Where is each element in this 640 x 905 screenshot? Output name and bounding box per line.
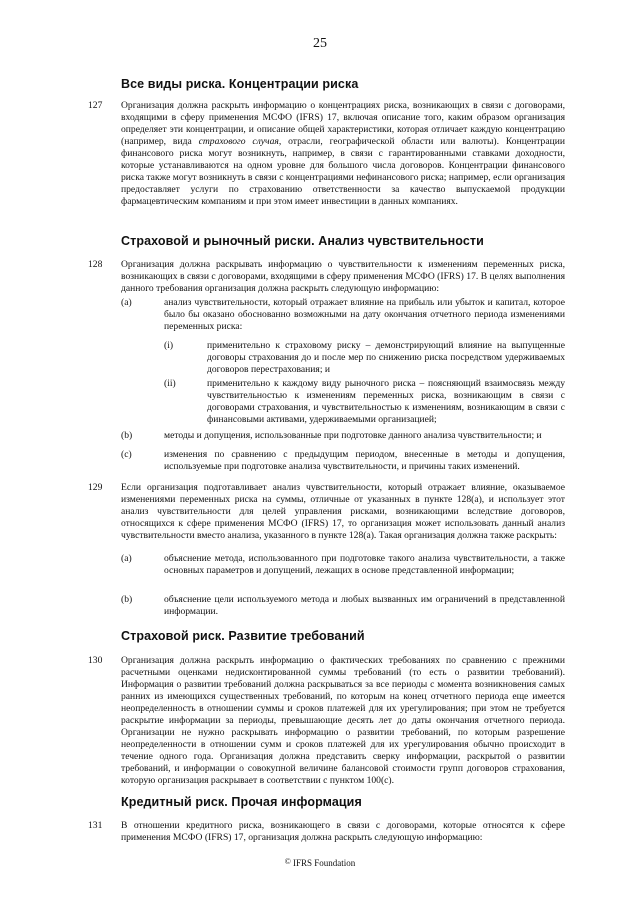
section-heading: Страховой и рыночный риски. Анализ чувствительности xyxy=(121,234,484,248)
list-item-label: (c) xyxy=(121,449,132,460)
section-heading: Кредитный риск. Прочая информация xyxy=(121,795,362,809)
paragraph-text-part: Организация должна раскрыть информацию о концентрациях риска, возникающих в связи с договорами, входящими в сферу применения МСФО (IFRS) 17, включая описание того, каким образом организация определяет эти концентрации, и описание общей характеристики, которая отличает каждую концентрацию (например, вида xyxy=(121,100,565,147)
section-heading: Страховой риск. Развитие требований xyxy=(121,629,365,643)
copyright-symbol: © xyxy=(284,857,291,866)
italic-term: страхового случая xyxy=(198,136,279,147)
list-item-label: (b) xyxy=(121,430,133,441)
paragraph-text: Если организация подготавливает анализ чувствительности, который отражает влияние, оказываемое изменениями переменных риска на суммы, отличные от указанных в пункте 128(a), и использует этот анализ чувствительности для целей управления рисками, возникающими вследствие договоров, относящихся к сфере применения МСФО (IFRS) 17, то организация может использовать данный анализ чувствительности вместо анализа, указанного в пункте 128(a). Такая организация должна также раскрыть: xyxy=(121,482,565,541)
paragraph-number: 130 xyxy=(88,655,103,666)
paragraph-number: 131 xyxy=(88,820,103,831)
list-item-label: (b) xyxy=(121,594,133,605)
paragraph-text-part: , отрасли, географической области или валюты). Концентрации финансового риска могут возникнуть, например, в связи с гарантированными ставками доходности, которые устанавливаются на одном уровне для большого числа договоров. Концентрации финансового риска также могут возникнуть в связи с концентрациями нефинансового риска; например, если организация предоставляет услуги по страхованию ответственности за качество выпускаемой продукции фармацевтическим компаниям и при этом имеет инвестиции в данных компаниях. xyxy=(121,136,566,207)
paragraph-number: 128 xyxy=(88,259,103,270)
footer xyxy=(0,857,640,868)
list-item-text: изменения по сравнению с предыдущим периодом, внесенные в методы и допущения, используемые при подготовке анализа чувствительности, и причины таких изменений. xyxy=(164,449,565,472)
page-number: 25 xyxy=(313,36,327,51)
paragraph-text: В отношении кредитного риска, возникающего в связи с договорами, которые относятся к сфере применения МСФО (IFRS) 17, организация должна раскрыть следующую информацию: xyxy=(121,820,565,843)
sub-list-item-label: (i) xyxy=(164,340,174,351)
paragraph-text xyxy=(121,100,565,208)
section-heading: Все виды риска. Концентрации риска xyxy=(121,77,359,91)
footer-text: IFRS Foundation xyxy=(293,858,356,868)
paragraph-text: Организация должна раскрывать информацию о чувствительности к изменениям переменных риска, возникающих в связи с договорами, входящими в сферу применения МСФО (IFRS) 17. В целях выполнения данного требования организация должна раскрыть следующую информацию: xyxy=(121,259,565,294)
sub-list-item-text: применительно к страховому риску – демонстрирующий влияние на выпущенные договоры страхования до и после мер по снижению риска посредством удерживаемых договоров перестрахования; и xyxy=(207,340,565,375)
paragraph-number: 129 xyxy=(88,482,103,493)
sub-list-item-text: применительно к каждому виду рыночного риска – поясняющий взаимосвязь между чувствительностью к изменениям переменных риска, возникающим в связи с договорами страхования, и чувствительностью к изменениям, возникающим в связи с финансовыми активами, удерживаемыми организацией; xyxy=(207,378,565,425)
list-item-text: методы и допущения, использованные при подготовке данного анализа чувствительности; и xyxy=(164,430,542,441)
paragraph-number: 127 xyxy=(88,100,103,111)
list-item-text: анализ чувствительности, который отражает влияние на прибыль или убыток и капитал, которое было бы оказано обоснованно возможными на дату окончания отчетного периода изменениями переменных риска: xyxy=(164,297,565,332)
list-item-text: объяснение цели используемого метода и любых вызванных им ограничений в представленной информации. xyxy=(164,594,565,617)
sub-list-item-label: (ii) xyxy=(164,378,176,389)
list-item-label: (a) xyxy=(121,297,132,308)
paragraph-text: Организация должна раскрыть информацию о фактических требованиях по сравнению с прежними расчетными оценками недисконтированной суммы требований (то есть о развитии требований). Информация о развитии требований должна раскрываться за все периоды с момента возникновения самых ранних из имеющихся существенных требований, по которым на конец отчетного периода еще имеется неопределенность в отношении суммы и сроков платежей для их урегулирования; при этом не требуется раскрытие информации за периоды, превышающие десять лет до даты окончания отчетного периода. Организации не нужно раскрывать информацию о развитии требований, по которым разрешение неопределенности в отношении сумм и сроков платежей для их урегулирования обычно происходит в течение одного года. Организация должна представить сверку информации, раскрытой о развитии требований, и информации о совокупной величине балансовой стоимости групп договоров страхования, которую организация раскрывает в соответствии с пунктом 100(c). xyxy=(121,655,565,786)
list-item-label: (a) xyxy=(121,553,132,564)
list-item-text: объяснение метода, использованного при подготовке такого анализа чувствительности, а также основных параметров и допущений, лежащих в основе представленной информации; xyxy=(164,553,565,576)
